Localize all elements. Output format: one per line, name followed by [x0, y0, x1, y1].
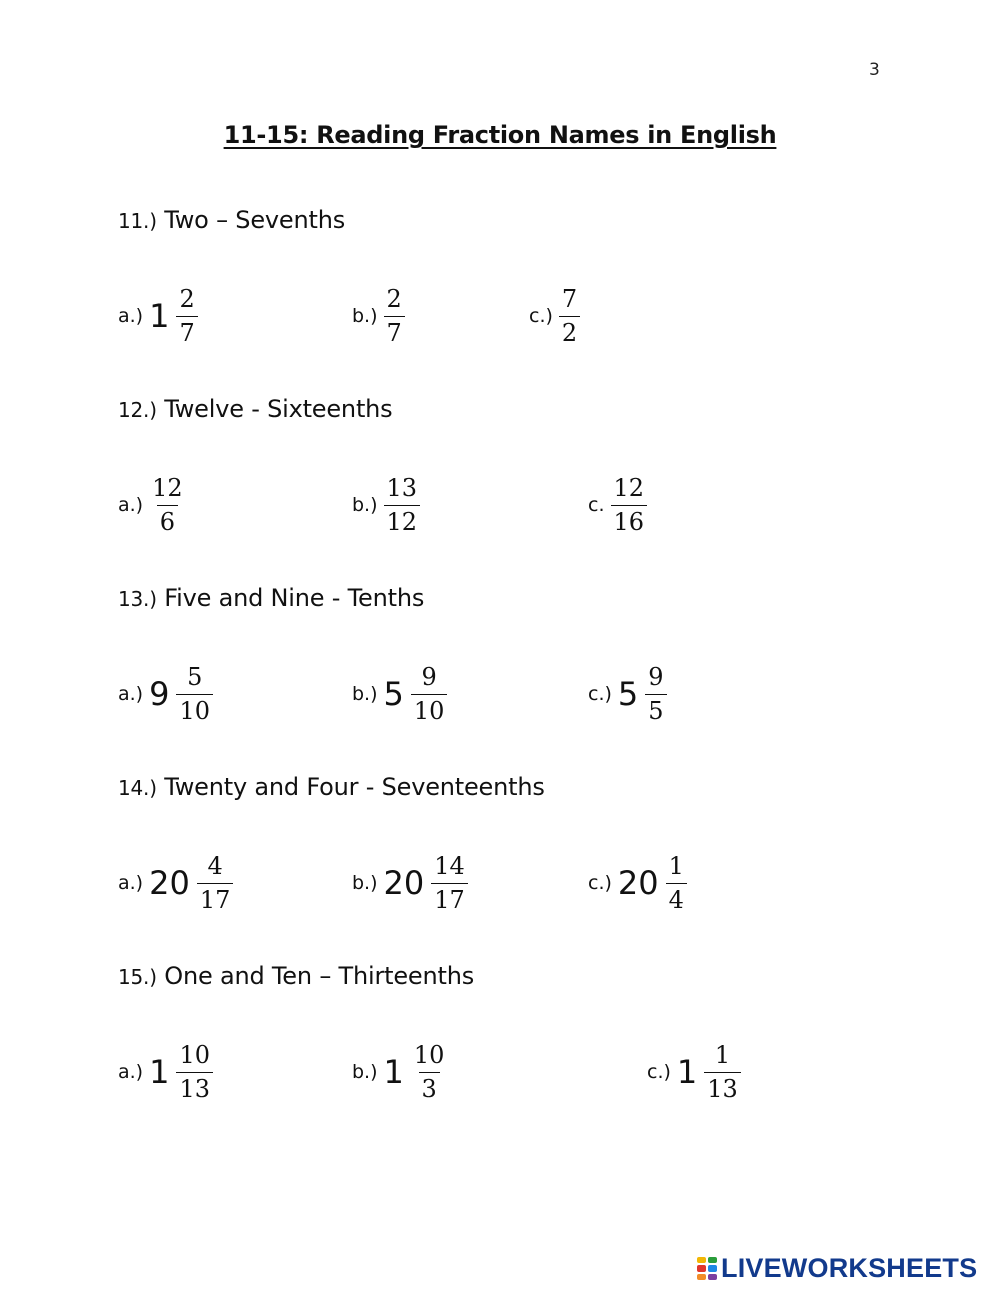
denominator: 6 [157, 505, 178, 535]
option-14c[interactable] [588, 843, 687, 923]
whole-number: 1 [676, 1053, 698, 1091]
numerator: 10 [413, 1041, 445, 1070]
question-text: Twenty and Four - Seventeenths [164, 773, 545, 801]
logo-blocks-icon [697, 1257, 717, 1281]
numerator: 12 [152, 474, 183, 503]
question-number: 12.) [118, 398, 157, 422]
logo-block [708, 1274, 717, 1281]
option-label: c.) [529, 305, 553, 327]
question-12 [118, 395, 392, 423]
whole-number: 5 [617, 675, 639, 713]
fraction [666, 853, 687, 913]
option-label: b.) [352, 683, 378, 705]
option-14b[interactable] [352, 843, 468, 923]
fraction [384, 286, 405, 346]
logo-block [708, 1265, 717, 1272]
option-label: a.) [118, 683, 144, 705]
denominator: 10 [176, 694, 213, 724]
logo-block [708, 1257, 717, 1264]
numerator: 7 [561, 285, 578, 314]
option-label: c.) [588, 872, 612, 894]
option-13b[interactable] [352, 654, 447, 734]
question-14 [118, 773, 545, 801]
option-label: c. [588, 494, 605, 516]
whole-number: 20 [617, 864, 659, 902]
option-label: b.) [352, 872, 378, 894]
option-11a[interactable] [118, 276, 198, 356]
denominator: 7 [176, 316, 197, 346]
whole-number: 20 [149, 864, 190, 902]
option-13c[interactable] [588, 654, 667, 734]
whole-number: 1 [149, 297, 170, 335]
numerator: 9 [648, 663, 664, 692]
option-label: c.) [588, 683, 612, 705]
question-text: One and Ten – Thirteenths [164, 962, 475, 990]
option-11c[interactable] [529, 276, 580, 356]
numerator: 10 [179, 1041, 211, 1070]
denominator: 5 [645, 694, 666, 724]
option-label: b.) [352, 494, 378, 516]
question-number: 15.) [118, 965, 157, 989]
fraction [384, 475, 421, 535]
fraction [645, 664, 666, 724]
fraction [704, 1042, 741, 1102]
logo-block [697, 1257, 706, 1264]
option-12c[interactable] [588, 465, 647, 545]
option-label: b.) [352, 305, 378, 327]
denominator: 17 [197, 883, 234, 913]
denominator: 13 [704, 1072, 741, 1102]
whole-number: 1 [149, 1053, 170, 1091]
option-label: a.) [118, 872, 144, 894]
numerator: 2 [386, 285, 402, 314]
denominator: 7 [384, 316, 405, 346]
whole-number: 9 [149, 675, 170, 713]
numerator: 9 [421, 663, 437, 692]
option-11b[interactable] [352, 276, 405, 356]
option-12b[interactable] [352, 465, 420, 545]
numerator: 13 [386, 474, 418, 503]
numerator: 2 [179, 285, 195, 314]
fraction [411, 664, 448, 724]
denominator: 4 [666, 883, 687, 913]
denominator: 12 [384, 505, 421, 535]
question-text: Two – Sevenths [164, 206, 346, 234]
denominator: 17 [431, 883, 468, 913]
option-label: a.) [118, 1061, 144, 1083]
fraction [176, 1042, 213, 1102]
fraction [176, 286, 197, 346]
option-label: a.) [118, 494, 144, 516]
option-label: a.) [118, 305, 144, 327]
page-title: 11-15: Reading Fraction Names in English [223, 121, 777, 149]
fraction [611, 475, 648, 535]
fraction [431, 853, 468, 913]
denominator: 13 [176, 1072, 213, 1102]
question-number: 11.) [118, 209, 157, 233]
numerator: 12 [613, 474, 645, 503]
option-label: c.) [647, 1061, 671, 1083]
question-text: Five and Nine - Tenths [164, 584, 425, 612]
logo-block [697, 1265, 706, 1272]
numerator: 14 [434, 852, 465, 881]
fraction [411, 1042, 448, 1102]
option-13a[interactable] [118, 654, 213, 734]
denominator: 3 [419, 1072, 440, 1102]
question-15 [118, 962, 474, 990]
question-number: 14.) [118, 776, 157, 800]
page-number: 3 [869, 60, 880, 80]
fraction [197, 853, 234, 913]
denominator: 16 [611, 505, 648, 535]
question-11 [118, 206, 345, 234]
fraction [149, 475, 186, 535]
question-text: Twelve - Sixteenths [164, 395, 393, 423]
numerator: 5 [187, 663, 203, 692]
option-14a[interactable] [118, 843, 233, 923]
option-15c[interactable] [647, 1032, 741, 1112]
numerator: 1 [668, 852, 684, 881]
option-12a[interactable] [118, 465, 186, 545]
question-number: 13.) [118, 587, 157, 611]
question-13 [118, 584, 424, 612]
option-15b[interactable] [352, 1032, 447, 1112]
option-15a[interactable] [118, 1032, 213, 1112]
option-label: b.) [352, 1061, 378, 1083]
denominator: 10 [411, 694, 448, 724]
fraction [559, 286, 580, 346]
logo-text: LIVEWORKSHEETS [721, 1253, 978, 1283]
whole-number: 1 [383, 1053, 404, 1091]
fraction [176, 664, 213, 724]
logo-block [697, 1274, 706, 1281]
whole-number: 20 [383, 864, 425, 902]
denominator: 2 [559, 316, 580, 346]
numerator: 4 [207, 852, 223, 881]
liveworksheets-logo [697, 1253, 977, 1284]
whole-number: 5 [383, 675, 404, 713]
numerator: 1 [714, 1041, 731, 1070]
